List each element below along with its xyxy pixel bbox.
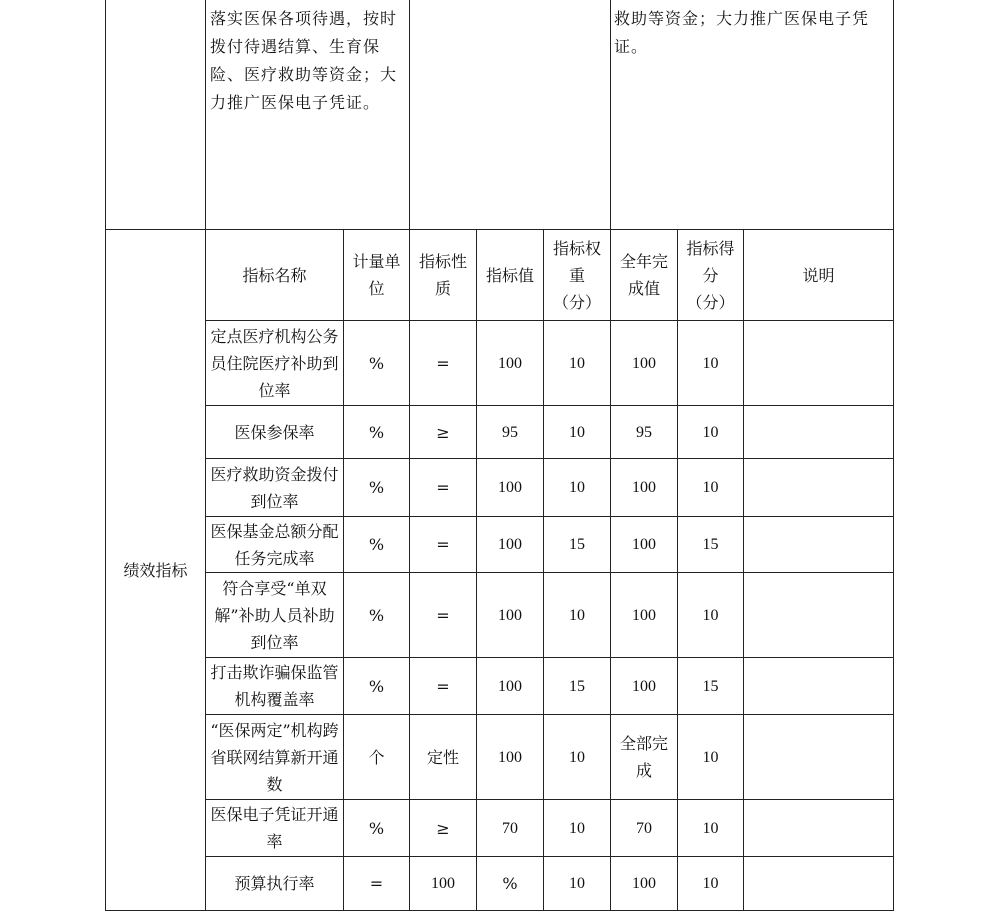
row8-note bbox=[744, 800, 893, 856]
header-nature: 指标性质 bbox=[418, 252, 467, 298]
row6-unit: % bbox=[368, 676, 385, 696]
row4-name: 医保基金总额分配任务完成率 bbox=[210, 521, 339, 568]
row6-weight: 15 bbox=[569, 677, 585, 695]
row7-note bbox=[744, 715, 893, 799]
row5-unit: % bbox=[368, 605, 385, 625]
row3-value: 100 bbox=[498, 479, 522, 496]
row2-completed: 95 bbox=[636, 423, 652, 441]
row4-unit: % bbox=[368, 535, 385, 554]
header-name: 指标名称 bbox=[242, 265, 307, 285]
col-line bbox=[893, 229, 894, 911]
row9-name: 预算执行率 bbox=[234, 874, 315, 893]
row4-weight: 15 bbox=[569, 536, 585, 553]
row6-value: 100 bbox=[498, 677, 522, 695]
row8-completed: 70 bbox=[636, 819, 652, 837]
row3-note bbox=[744, 459, 893, 516]
row1-weight: 10 bbox=[569, 354, 585, 372]
top-border-col1 bbox=[205, 0, 206, 230]
row2-weight: 10 bbox=[569, 423, 585, 441]
row2-name: 医保参保率 bbox=[234, 422, 315, 442]
header-completed: 全年完成值 bbox=[619, 252, 668, 298]
header-value: 指标值 bbox=[485, 265, 534, 285]
bottom-border bbox=[105, 910, 894, 911]
row4-score: 15 bbox=[702, 536, 719, 553]
row4-nature: = bbox=[436, 535, 450, 554]
row3-nature: = bbox=[436, 478, 450, 497]
row5-completed: 100 bbox=[632, 606, 656, 624]
row8-nature: ≥ bbox=[436, 818, 450, 838]
row2-unit: % bbox=[368, 422, 385, 442]
row4-note bbox=[744, 517, 893, 572]
row7-nature: 定性 bbox=[426, 747, 459, 767]
row1-nature: = bbox=[436, 353, 450, 373]
row9-note bbox=[744, 857, 893, 910]
row9-value: % bbox=[502, 874, 518, 893]
row4-value: 100 bbox=[498, 536, 522, 553]
row7-unit: 个 bbox=[368, 747, 385, 767]
row9-weight: 10 bbox=[569, 875, 585, 892]
row8-name: 医保电子凭证开通率 bbox=[210, 805, 339, 851]
top-border-col2 bbox=[409, 0, 410, 230]
row6-nature: = bbox=[436, 676, 450, 696]
top-border-col3 bbox=[610, 0, 611, 230]
row5-value: 100 bbox=[498, 606, 522, 624]
row5-name: 符合享受“单双解”补助人员补助到位率 bbox=[214, 578, 335, 652]
row5-score: 10 bbox=[702, 606, 719, 624]
row8-value: 70 bbox=[502, 819, 518, 837]
row5-nature: = bbox=[436, 605, 450, 625]
row9-score: 10 bbox=[702, 875, 719, 892]
row2-score: 10 bbox=[702, 423, 719, 441]
row5-note bbox=[744, 573, 893, 657]
row6-completed: 100 bbox=[632, 677, 656, 695]
header-weight: 指标权重（分） bbox=[552, 238, 601, 312]
row7-value: 100 bbox=[498, 748, 522, 766]
row8-score: 10 bbox=[702, 819, 719, 837]
row6-note bbox=[744, 658, 893, 714]
row1-unit: % bbox=[368, 353, 385, 373]
top-border-left bbox=[105, 0, 106, 230]
row8-unit: % bbox=[368, 818, 385, 838]
top-left-text: 落实医保各项待遇，按时拨付待遇结算、生育保险、医疗救助等资金；大力推广医保电子凭证。 bbox=[210, 9, 398, 112]
row7-weight: 10 bbox=[569, 748, 585, 766]
row6-name: 打击欺诈骗保监管机构覆盖率 bbox=[210, 663, 339, 709]
row4-completed: 100 bbox=[632, 536, 656, 553]
row9-completed: 100 bbox=[632, 875, 656, 892]
row1-completed: 100 bbox=[632, 354, 656, 372]
header-score: 指标得分（分） bbox=[686, 238, 735, 312]
row1-note bbox=[744, 321, 893, 405]
row2-note bbox=[744, 406, 893, 458]
row5-weight: 10 bbox=[569, 606, 585, 624]
row6-score: 15 bbox=[702, 677, 719, 695]
row7-name: “医保两定”机构跨省联网结算新开通数 bbox=[210, 720, 339, 794]
top-border-right bbox=[893, 0, 894, 230]
row3-name: 医疗救助资金拨付到位率 bbox=[210, 464, 339, 511]
row1-score: 10 bbox=[702, 354, 719, 372]
row1-value: 100 bbox=[498, 354, 522, 372]
row2-nature: ≥ bbox=[436, 422, 450, 442]
header-note: 说明 bbox=[802, 265, 835, 285]
row3-unit: % bbox=[368, 478, 385, 497]
row3-weight: 10 bbox=[569, 479, 585, 496]
top-right-text: 救助等资金；大力推广医保电子凭证。 bbox=[614, 9, 870, 56]
section-label: 绩效指标 bbox=[123, 560, 188, 580]
row3-score: 10 bbox=[702, 479, 719, 496]
row2-value: 95 bbox=[502, 423, 518, 441]
row7-score: 10 bbox=[702, 748, 719, 766]
row7-completed: 全部完成 bbox=[619, 734, 668, 780]
row9-nature: 100 bbox=[431, 875, 455, 892]
row1-name: 定点医疗机构公务员住院医疗补助到位率 bbox=[210, 326, 339, 400]
row9-unit: = bbox=[369, 874, 384, 893]
row8-weight: 10 bbox=[569, 819, 585, 837]
row3-completed: 100 bbox=[632, 479, 656, 496]
header-unit: 计量单位 bbox=[352, 252, 401, 298]
